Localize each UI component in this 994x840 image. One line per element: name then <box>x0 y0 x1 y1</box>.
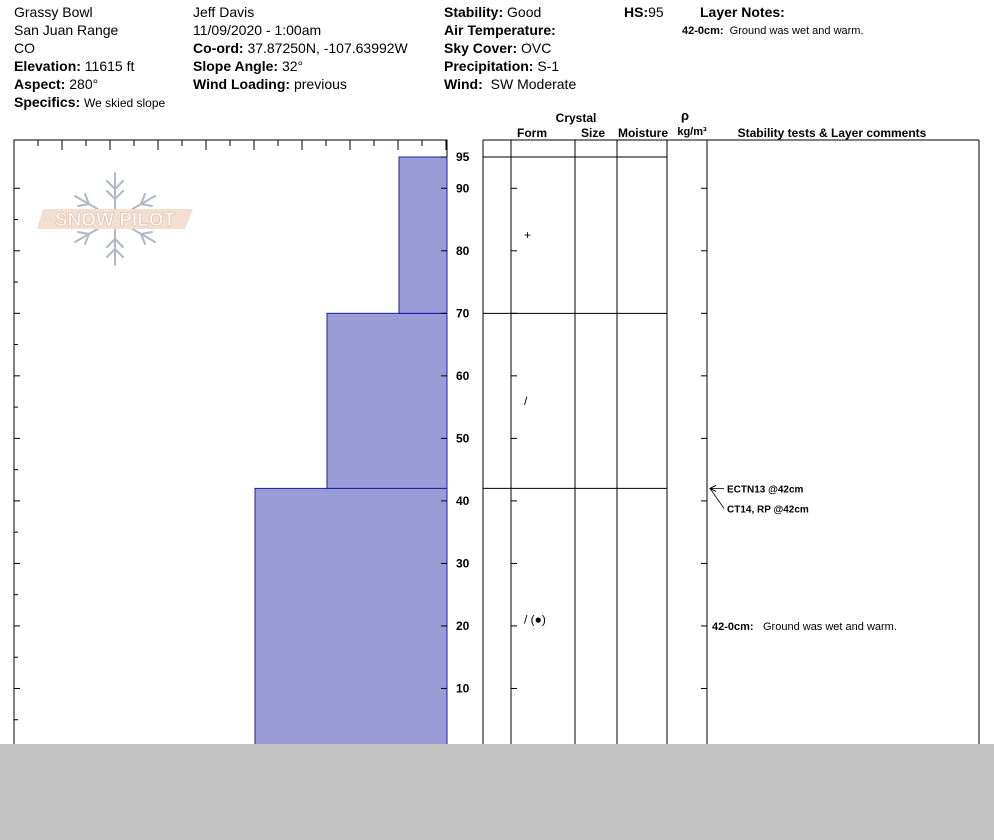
coord-value: 37.87250N, -107.63992W <box>247 40 408 56</box>
aspect-value: 280° <box>69 76 99 92</box>
wind-loading-label: Wind Loading: <box>193 76 291 92</box>
stability-comments-header: Stability tests & Layer comments <box>737 126 927 140</box>
size-header: Size <box>580 126 606 140</box>
bottom-panel <box>0 744 994 840</box>
state-name: CO <box>14 40 35 56</box>
hs-label: HS: <box>624 4 649 20</box>
elevation-value: 11615 ft <box>84 58 135 74</box>
hardness-axis-ticks <box>14 140 446 150</box>
range-name: San Juan Range <box>14 22 119 38</box>
hardness-bar <box>255 488 447 751</box>
crystal-form-symbol: + <box>524 228 532 243</box>
form-header: Form <box>517 126 547 140</box>
density-unit-header: kg/m³ <box>677 126 707 138</box>
hardness-bar <box>399 157 447 313</box>
snow-pilot-logo <box>37 173 193 265</box>
precipitation-value: S-1 <box>537 58 560 74</box>
height-tick-label: 70 <box>456 306 470 321</box>
height-tick-label: 20 <box>456 618 470 633</box>
wind-label: Wind: <box>444 76 483 92</box>
height-tick-label: 40 <box>456 493 470 508</box>
crystal-table-frame <box>483 140 979 751</box>
stability-tests <box>710 484 809 515</box>
height-tick-label: 30 <box>456 556 470 571</box>
hardness-bars <box>255 157 447 751</box>
specifics-value: We skied slope <box>84 96 166 110</box>
location-name: Grassy Bowl <box>14 4 93 20</box>
layer-notes-label: Layer Notes: <box>700 4 785 20</box>
wind-value: SW Moderate <box>490 76 577 92</box>
logo-text: SNOW PILOT <box>54 210 176 231</box>
specifics-label: Specifics: <box>14 94 81 110</box>
coord-label: Co-ord: <box>193 40 244 56</box>
slope-label: Slope Angle: <box>193 58 279 74</box>
height-tick-label: 95 <box>456 150 470 164</box>
elevation-label: Elevation: <box>14 58 81 74</box>
height-tick-label: 50 <box>456 431 470 446</box>
layer-comments <box>712 621 897 633</box>
crystal-form-symbols <box>524 228 546 627</box>
test-pointer <box>710 488 724 508</box>
precipitation-label: Precipitation: <box>444 58 534 74</box>
hardness-bar <box>327 313 447 488</box>
sky-cover-value: OVC <box>521 40 552 56</box>
stability-test-label: CT14, RP @42cm <box>727 504 809 516</box>
observer-name: Jeff Davis <box>193 4 255 20</box>
layer-comment-text: Ground was wet and warm. <box>763 620 897 633</box>
left-axis-ticks <box>14 188 20 751</box>
air-temp-label: Air Temperature: <box>444 22 556 38</box>
layer-note-text: Ground was wet and warm. <box>729 25 864 37</box>
height-tick-label: 60 <box>456 368 470 383</box>
stability-test-label: ECTN13 @42cm <box>727 484 804 496</box>
moisture-header: Moisture <box>617 126 669 140</box>
wind-loading-value: previous <box>293 76 347 92</box>
stability-label: Stability: <box>444 4 504 20</box>
crystal-header: Crystal <box>555 111 597 125</box>
rho-header: ρ <box>680 108 690 123</box>
height-tick-label: 10 <box>456 681 470 696</box>
sky-cover-label: Sky Cover: <box>444 40 518 56</box>
height-tick-label: 80 <box>456 243 470 258</box>
slope-value: 32° <box>281 58 304 74</box>
height-tick-label: 90 <box>456 181 470 196</box>
layer-note-depth: 42-0cm: <box>682 25 724 37</box>
crystal-form-symbol: / <box>524 393 528 408</box>
layer-comment-depth: 42-0cm: <box>712 620 754 633</box>
hs-value: 95 <box>648 4 664 20</box>
stability-value: Good <box>507 4 542 20</box>
observation-datetime: 11/09/2020 - 1:00am <box>193 22 322 38</box>
aspect-label: Aspect: <box>14 76 66 92</box>
crystal-form-symbol: / (●) <box>524 612 546 627</box>
